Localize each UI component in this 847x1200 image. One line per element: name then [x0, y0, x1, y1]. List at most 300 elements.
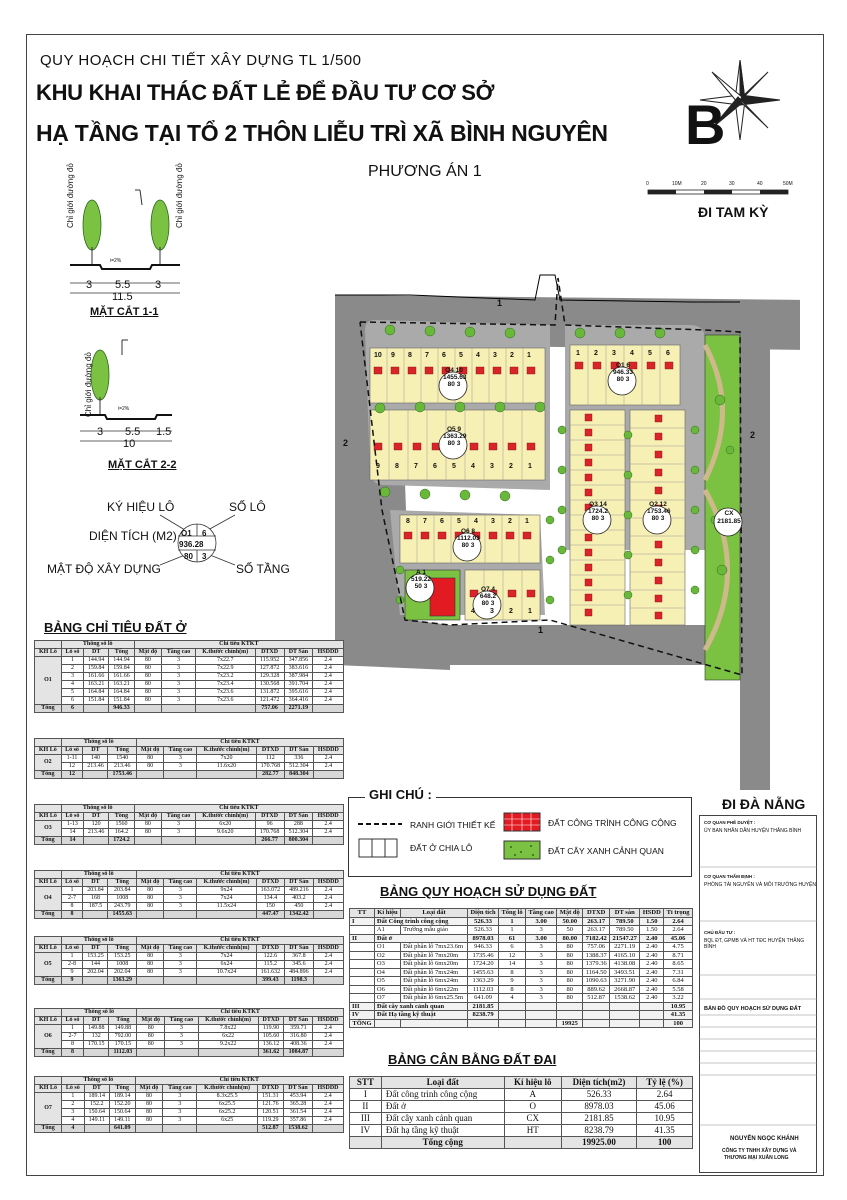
block-area: 1363.29	[443, 433, 467, 440]
table-cell: 3	[162, 681, 196, 689]
table-cell: 2271.19	[284, 705, 313, 713]
table-cell: 9	[61, 977, 83, 985]
table-cell	[468, 1019, 499, 1028]
total-row: Tổng 8 1455.63 447.47 1342.42	[35, 911, 344, 919]
table-row	[35, 1117, 344, 1125]
table-cell: 14	[499, 960, 526, 969]
column-header: Tỉ trọng	[664, 909, 693, 918]
key-sample-area: 936.28	[179, 540, 204, 549]
header-cell: Chỉ tiêu KTKT	[136, 739, 343, 747]
table-cell	[640, 1019, 664, 1028]
table-cell: 150.64	[110, 1109, 136, 1117]
table-cell: 121.76	[257, 1101, 283, 1109]
table-cell: 2271.19	[610, 943, 640, 952]
table-cell: 1164.50	[583, 968, 610, 977]
table-cell: 757.06	[255, 705, 284, 713]
table-cell: 5	[61, 689, 83, 697]
header-cell: Chỉ tiêu KTKT	[137, 1009, 344, 1017]
table-cell: 3	[164, 953, 197, 961]
block-density: 80	[591, 515, 599, 522]
table-cell: 80	[557, 977, 583, 986]
lot-number: 6	[440, 518, 444, 525]
lot-number: 7	[425, 352, 429, 359]
block-id: A	[416, 569, 421, 576]
table-cell: 6x24	[197, 961, 256, 969]
approver-label: CƠ QUAN PHÊ DUYỆT :	[704, 820, 756, 825]
column-header: Tổng lô	[499, 909, 526, 918]
column-header: DT	[83, 945, 108, 953]
block-floors: 3	[456, 381, 461, 388]
table-cell: 80	[134, 829, 162, 837]
table-cell: Đất phân lô 7mx20m	[401, 951, 468, 960]
table-cell: 347.856	[284, 657, 313, 665]
table-cell: 80	[135, 1109, 163, 1117]
table-cell: 6	[61, 705, 83, 713]
table-cell: 2.4	[313, 1093, 344, 1101]
table-cell: 453.94	[283, 1093, 312, 1101]
table-cell: 153.25	[108, 953, 136, 961]
block-count: 8	[471, 528, 476, 535]
table-cell: 202.04	[83, 969, 108, 977]
table-cell: 889.62	[583, 985, 610, 994]
lot-number: 6	[442, 352, 446, 359]
lot-number: 1	[528, 463, 532, 470]
block-area: 946.33	[613, 369, 633, 376]
table-cell: 792.00	[109, 1033, 137, 1041]
column-header: DTXD	[256, 945, 284, 953]
table-cell: 3	[61, 673, 83, 681]
column-header: DT	[84, 1085, 110, 1093]
table-cell: 3	[525, 968, 556, 977]
table-cell: Đất phân lô 6mx20m	[401, 960, 468, 969]
block-floors: 3	[660, 515, 665, 522]
block-floors: 3	[470, 542, 475, 549]
table-cell: 3	[162, 665, 196, 673]
block-id: O1	[615, 362, 625, 369]
table-cell	[197, 911, 256, 919]
block-count: 4	[491, 586, 496, 593]
column-header: DTXD	[255, 649, 284, 657]
table-cell: 8	[61, 1041, 83, 1049]
table-cell: 1	[499, 917, 526, 926]
block-id: O6	[460, 528, 470, 535]
table-cell	[84, 705, 109, 713]
section-mark: 1	[497, 298, 503, 308]
table-cell: 41.35	[664, 1011, 693, 1020]
table-cell	[401, 1019, 468, 1028]
table-cell: 1724.2	[109, 837, 134, 845]
table-cell: 115.2	[256, 961, 284, 969]
column-header: Mật độ	[136, 747, 163, 755]
table-cell: 144	[83, 961, 108, 969]
table-cell: O7	[374, 994, 400, 1003]
column-header: Lô số	[61, 813, 83, 821]
table-cell: 8238.79	[561, 1125, 637, 1137]
table-row	[35, 1101, 344, 1109]
table-cell: 316.80	[284, 1033, 313, 1041]
table-cell: 2.40	[640, 934, 664, 943]
table-cell: 202.04	[108, 969, 136, 977]
table-cell: 80	[135, 1101, 163, 1109]
section-1-label: MẶT CẮT 1-1	[90, 306, 159, 318]
table-row	[35, 903, 344, 911]
table-cell: IV	[350, 1011, 375, 1020]
table-cell: 1	[62, 1093, 84, 1101]
table-row	[350, 977, 693, 986]
column-header: DT Sàn	[284, 649, 313, 657]
table-cell	[350, 977, 375, 986]
table-cell: 112	[256, 755, 284, 763]
column-header: Diện tích	[468, 909, 499, 918]
table-cell: 3	[164, 895, 197, 903]
table-cell: 4	[62, 1125, 84, 1133]
table-cell: 100	[664, 1019, 693, 1028]
table-cell: 6x25.2	[197, 1109, 257, 1117]
table-cell	[162, 705, 196, 713]
lot-number: 7	[423, 518, 427, 525]
block-O5	[443, 426, 465, 447]
column-header: DT Sàn	[285, 945, 313, 953]
block-area: 1112.03	[457, 535, 480, 542]
bang-chi-tieu-title: BẢNG CHỈ TIÊU ĐẤT Ở	[44, 620, 187, 635]
total-row	[350, 1137, 693, 1149]
table-cell: II	[350, 934, 375, 943]
table-cell: 80	[557, 985, 583, 994]
table-cell: 946.33	[468, 943, 499, 952]
table-cell: 8.65	[664, 960, 693, 969]
legend-residential-icon	[358, 838, 398, 858]
table-cell: A	[504, 1089, 561, 1101]
legend-title: GHI CHÚ :	[365, 787, 436, 802]
table-cell	[164, 771, 197, 779]
table-row	[350, 934, 693, 943]
table-row	[350, 917, 693, 926]
section-2-dim: 5.5	[125, 426, 141, 438]
table-row	[35, 673, 344, 681]
table-row	[35, 895, 344, 903]
lot-number: 9	[391, 352, 395, 359]
column-header: KH Lô	[35, 813, 62, 821]
table-cell: 9.6x20	[195, 829, 255, 837]
table-cell: 2.4	[313, 1101, 344, 1109]
table-cell	[313, 1049, 344, 1057]
table-row	[350, 985, 693, 994]
kh-cell: O5	[35, 953, 62, 977]
table-row	[35, 689, 344, 697]
table-cell: 80	[557, 994, 583, 1003]
block-O7	[477, 586, 499, 607]
table-cell: 14	[61, 837, 83, 845]
table-cell: 6x20	[195, 821, 255, 829]
scale-tick: 20	[701, 181, 707, 187]
table-cell: 2.4	[313, 1025, 344, 1033]
table-cell: 282.77	[256, 771, 284, 779]
table-cell: 7x23.2	[195, 673, 255, 681]
table-cell: Trường mẫu giáo	[401, 926, 468, 935]
table-cell: 9	[61, 969, 83, 977]
header-cell: Chỉ tiêu KTKT	[135, 1077, 343, 1085]
table-cell: 19925.00	[561, 1137, 637, 1149]
table-cell: 1	[499, 926, 526, 935]
legend-green-label: ĐẤT CÂY XANH CẢNH QUAN	[548, 846, 664, 856]
table-cell: 163.21	[84, 681, 109, 689]
table-cell: 80	[136, 755, 163, 763]
table-cell: 361.54	[283, 1109, 312, 1117]
table-cell: 159.84	[109, 665, 134, 673]
table-cell: 4.75	[664, 943, 693, 952]
column-header: Loại đất	[381, 1077, 504, 1089]
table-cell: 132	[84, 1033, 109, 1041]
table-cell: 391.704	[284, 681, 313, 689]
table-cell: 6	[61, 697, 83, 705]
key-kyhieu-lo: KÝ HIỆU LÔ	[107, 500, 175, 514]
section-1-dim: 5.5	[115, 279, 131, 291]
table-cell: 96	[255, 821, 284, 829]
table-cell: 3	[165, 1041, 199, 1049]
table-cell: 80	[137, 1033, 165, 1041]
key-sample-n: 6	[202, 529, 207, 538]
header-cell: Thông số lô	[61, 937, 136, 945]
table-cell: 1538.62	[283, 1125, 312, 1133]
column-header: KH Lô	[35, 879, 62, 887]
bang-can-bang-table	[349, 1076, 693, 1149]
table-row	[35, 1109, 344, 1117]
column-header: KH Lô	[35, 649, 62, 657]
table-cell: 526.33	[468, 926, 499, 935]
table-row	[35, 1041, 344, 1049]
lot-number: 8	[395, 463, 399, 470]
table-cell: 1363.29	[468, 977, 499, 986]
column-header: DT sàn	[610, 909, 640, 918]
lot-number: 4	[474, 518, 478, 525]
table-cell	[583, 1019, 610, 1028]
table-cell: 3	[525, 943, 556, 952]
table-cell: 80	[134, 673, 162, 681]
table-cell: 1	[61, 1025, 83, 1033]
table-cell: A1	[374, 926, 400, 935]
table-cell: Đất Hạ tầng kỹ thuật	[374, 1011, 467, 1020]
appraiser-label: CƠ QUAN THẨM ĐỊNH :	[704, 874, 755, 879]
table-cell: 2.64	[664, 917, 693, 926]
table-row	[350, 1125, 693, 1137]
key-sample-floors: 3	[202, 552, 207, 561]
table-cell: O4	[374, 968, 400, 977]
table-cell	[137, 1049, 165, 1057]
table-cell: 122.6	[256, 953, 284, 961]
block-count: 1	[422, 569, 426, 576]
lot-number: 3	[612, 350, 616, 357]
header-cell: Chỉ tiêu KTKT	[136, 937, 343, 945]
table-cell: 153.25	[83, 953, 108, 961]
lot-number: 5	[648, 350, 652, 357]
table-cell: 3	[164, 903, 197, 911]
section-2-dim: 1.5	[156, 426, 172, 438]
table-cell: 80	[557, 960, 583, 969]
column-header: Tổng	[108, 879, 136, 887]
table-cell: 152.2	[84, 1101, 110, 1109]
table-cell: IV	[350, 1125, 382, 1137]
table-cell: 2.40	[640, 943, 664, 952]
column-header: K.thước chính(m)	[197, 747, 256, 755]
table-cell: 80	[136, 969, 163, 977]
column-header: Mật độ	[134, 813, 162, 821]
table-cell: 357.86	[283, 1117, 312, 1125]
table-cell: 3	[163, 1101, 197, 1109]
key-sample-id: O1	[181, 529, 192, 538]
table-cell: 105.60	[258, 1033, 284, 1041]
table-cell: 365.28	[283, 1101, 312, 1109]
table-cell: 1735.46	[468, 951, 499, 960]
table-row	[35, 821, 344, 829]
table-row	[35, 953, 344, 961]
block-area: 519.22	[411, 576, 431, 583]
block-CX	[715, 510, 743, 526]
table-cell: 120	[84, 821, 109, 829]
table-cell: 7182.42	[583, 934, 610, 943]
table-cell	[350, 968, 375, 977]
table-cell: 151.84	[84, 697, 109, 705]
table-cell: 203.84	[83, 887, 108, 895]
table-cell	[350, 1137, 382, 1149]
kh-cell: O1	[35, 657, 62, 705]
lot-number: 3	[490, 463, 494, 470]
table-cell: 170.768	[256, 763, 284, 771]
legend-residential-label: ĐẤT Ở CHIA LÔ	[410, 843, 473, 853]
kh-cell: O6	[35, 1025, 62, 1049]
block-count: 6	[626, 362, 631, 369]
table-cell: 2-7	[61, 1033, 83, 1041]
table-cell	[195, 705, 255, 713]
table-cell: Đất ở	[374, 934, 467, 943]
table-cell: 2-8	[61, 961, 83, 969]
table-cell: 9x24	[197, 887, 256, 895]
header-cell: Chỉ tiêu KTKT	[134, 641, 343, 649]
table-cell: 100	[637, 1137, 693, 1149]
table-cell: 243.79	[108, 903, 136, 911]
table-cell: 61	[499, 934, 526, 943]
table-cell: 263.17	[583, 917, 610, 926]
table-cell: 1455.63	[108, 911, 136, 919]
total-row: Tổng 8 1112.03 361.62 1084.87	[35, 1049, 344, 1057]
table-cell: Đất phân lô 7mx24m	[401, 968, 468, 977]
table-row	[350, 1089, 693, 1101]
table-cell: 170.768	[255, 829, 284, 837]
table-cell: 512.87	[583, 994, 610, 1003]
section-mark: 1	[538, 625, 544, 635]
table-cell: 163.072	[256, 887, 284, 895]
lot-number: 3	[491, 518, 495, 525]
table-cell	[374, 1019, 400, 1028]
table-cell	[640, 1002, 664, 1011]
column-header: Lô số	[61, 879, 83, 887]
table-cell: 800.304	[284, 837, 313, 845]
table-row	[350, 943, 693, 952]
column-header: Loại đất	[401, 909, 468, 918]
table-cell: 1	[61, 887, 83, 895]
block-density: 80	[481, 600, 489, 607]
lot-number: 2	[594, 350, 598, 357]
table-cell	[350, 985, 375, 994]
table-cell: 1.50	[640, 926, 664, 935]
block-density: 80	[447, 381, 455, 388]
table-cell: 2	[62, 1101, 84, 1109]
drawing-name: BẢN ĐỒ QUY HOẠCH SỬ DỤNG ĐẤT	[704, 1006, 802, 1012]
table-cell: 4	[499, 994, 526, 1003]
legend-green-icon	[503, 840, 541, 860]
column-header: DT Sàn	[283, 1085, 312, 1093]
column-header: DTXD	[256, 747, 284, 755]
title-line-3: HẠ TẦNG TẠI TỔ 2 THÔN LIỄU TRÌ XÃ BÌNH NGUYÊN	[36, 120, 608, 146]
section-2-slope: i=2%	[118, 406, 130, 412]
table-cell: 2.4	[313, 657, 344, 665]
table-row	[35, 1025, 344, 1033]
table-cell	[350, 943, 375, 952]
map-labels	[310, 270, 800, 790]
section-1-total: 11.5	[112, 291, 133, 303]
table-cell: 1	[61, 953, 83, 961]
table-cell: 2-7	[61, 895, 83, 903]
table-cell: III	[350, 1002, 375, 1011]
scale-tick: 30	[729, 181, 735, 187]
table-row	[35, 681, 344, 689]
table-cell: 3	[165, 1025, 199, 1033]
column-header: HSDDD	[313, 1017, 344, 1025]
table-cell: I	[350, 1089, 382, 1101]
column-header: DT Sàn	[284, 813, 313, 821]
table-cell: 1008	[108, 895, 136, 903]
scale-tick: 50M	[783, 181, 793, 187]
table-cell: 149.11	[84, 1117, 110, 1125]
table-cell: Tổng cộng	[381, 1137, 504, 1149]
table-cell: 408.36	[284, 1041, 313, 1049]
table-cell: 150	[256, 903, 284, 911]
table-cell: Đất công trình công cộng	[381, 1089, 504, 1101]
table-cell: 288	[284, 821, 313, 829]
chi-tieu-table-o2	[34, 738, 344, 779]
table-cell: 1379.36	[583, 960, 610, 969]
column-header: Mật độ	[136, 945, 163, 953]
table-row	[350, 926, 693, 935]
table-cell: 8.3x25.5	[197, 1093, 257, 1101]
table-cell: 2.4	[313, 1033, 344, 1041]
table-cell	[136, 911, 163, 919]
lot-number: 2	[510, 352, 514, 359]
table-cell: Đất ở	[381, 1101, 504, 1113]
block-id: O4	[445, 367, 454, 374]
table-cell: 2.4	[313, 895, 343, 903]
block-count: 9	[457, 426, 462, 433]
table-cell: 80	[135, 1093, 163, 1101]
option-label: PHƯƠNG ÁN 1	[368, 163, 482, 180]
lot-number: 9	[376, 463, 380, 470]
table-cell: 447.47	[256, 911, 284, 919]
table-row	[350, 1113, 693, 1125]
lot-row-o4	[374, 352, 549, 359]
table-cell: 80	[134, 681, 162, 689]
table-cell: 2	[61, 665, 83, 673]
total-row	[350, 1019, 693, 1028]
chi-tieu-table-o7	[34, 1076, 344, 1133]
table-cell: 121.472	[255, 697, 284, 705]
table-cell: 115.952	[255, 657, 284, 665]
table-row	[35, 657, 344, 665]
block-O4	[443, 367, 465, 388]
table-cell: 383.616	[284, 665, 313, 673]
column-header: Tổng	[110, 1085, 136, 1093]
table-row	[35, 697, 344, 705]
lot-number: 8	[408, 352, 412, 359]
table-cell: 11.5x24	[197, 903, 256, 911]
